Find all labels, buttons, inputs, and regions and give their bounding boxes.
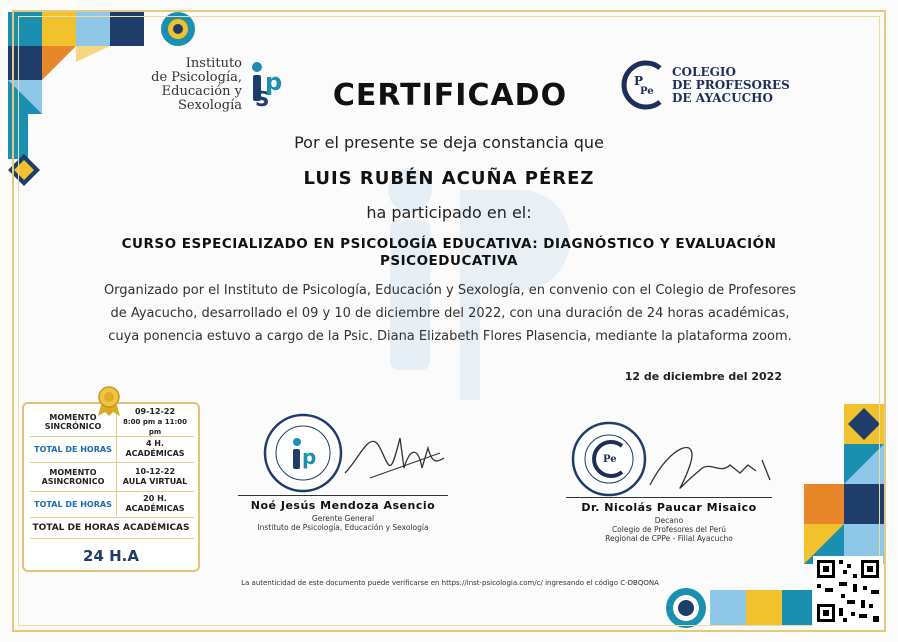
sync-label: MOMENTO SINCRÓNICO: [44, 413, 102, 431]
qr-code-icon[interactable]: [813, 556, 883, 626]
sync-date: 09-12-22: [134, 407, 176, 416]
description-text: Organizado por el Instituto de Psicología, Educación y Sexología, en convenio con el Colegio de Profesores de Ayacucho, desarrollado el 09 y 10 de diciembre del 2022, con una duración de 24 horas académicas, cuya ponencia estuvo a cargo de la Psic. Diana Elizabeth Flores Plasencia, mediante la plataforma zoom.: [103, 283, 797, 344]
sync-schedule: [116, 407, 194, 437]
svg-text:Pe: Pe: [640, 86, 654, 97]
async-schedule: [116, 467, 194, 487]
signer-2-org-line-2: Regional de CPPe - Filial Ayacucho: [605, 534, 733, 543]
issue-date: 12 de diciembre del 2022: [624, 370, 782, 383]
svg-text:P: P: [634, 74, 644, 88]
signature-2: [640, 425, 780, 495]
cppe-name-line-2: DE PROFESORES: [672, 78, 790, 92]
signature-1: [340, 418, 450, 488]
institute-name-line-1: Instituto: [185, 56, 242, 71]
course-title: CURSO ESPECIALIZADO EN PSICOLOGÍA EDUCATIVA: DIAGNÓSTICO Y EVALUACIÓN PSICOEDUCATIVA: [121, 236, 777, 269]
grand-total: 24 H.A: [83, 547, 139, 565]
hours-summary-box: [22, 402, 200, 572]
async-total: 20 H. ACADÉMICAS: [125, 494, 185, 513]
certificate-title: CERTIFICADO: [332, 78, 568, 113]
signer-2-org: Colegio de Profesores del Perú: [611, 525, 727, 534]
grand-total-label: TOTAL DE HORAS ACADÉMICAS: [32, 523, 190, 533]
svg-text:p: p: [302, 445, 317, 469]
signer-2-name: Dr. Nicolás Paucar Misaico: [581, 501, 757, 514]
sync-total-label: TOTAL DE HORAS: [34, 444, 112, 454]
recipient-name: LUIS RUBÉN ACUÑA PÉREZ: [303, 168, 595, 189]
institute-name-line-3: Educación y Sexología: [161, 84, 242, 113]
institute-name: [96, 57, 242, 113]
verification-text: La autenticidad de este documento puede verificarse en https://inst-psicologia.com/c/ ingresando el código C-DBQONA: [241, 579, 659, 587]
sync-time: 8:00 pm a 11:00 pm: [122, 418, 188, 436]
cppe-name-line-3: DE AYACUCHO: [672, 91, 773, 105]
sync-total: 4 H. ACADÉMICAS: [125, 439, 185, 458]
cppe-name: [672, 66, 790, 105]
institute-logo-icon: [245, 58, 291, 108]
cppe-logo-icon: [620, 60, 668, 110]
participated-text: ha participado en el:: [366, 203, 532, 222]
async-total-label: TOTAL DE HORAS: [34, 499, 112, 509]
award-medal-icon: [96, 386, 122, 416]
signer-1-org: Instituto de Psicología, Educación y Sexología: [257, 523, 429, 532]
signer-1-name: Noé Jesús Mendoza Asencio: [250, 499, 436, 512]
signer-1-role: Gerente General: [311, 514, 375, 523]
svg-text:S: S: [255, 87, 270, 108]
async-date: 10-12-22: [134, 467, 176, 476]
async-mode: AULA VIRTUAL: [122, 477, 188, 486]
institute-seal-icon: [262, 412, 344, 494]
intro-text: Por el presente se deja constancia que: [294, 133, 604, 152]
async-label: MOMENTO ASINCRONICO: [41, 468, 105, 486]
svg-text:Pe: Pe: [603, 454, 617, 465]
signer-2-role: Decano: [654, 516, 684, 525]
institute-name-line-2: de Psicología,: [151, 70, 242, 85]
cppe-seal-icon: [570, 420, 648, 498]
svg-text:p: p: [265, 68, 283, 96]
cppe-name-line-1: COLEGIO: [672, 65, 736, 79]
